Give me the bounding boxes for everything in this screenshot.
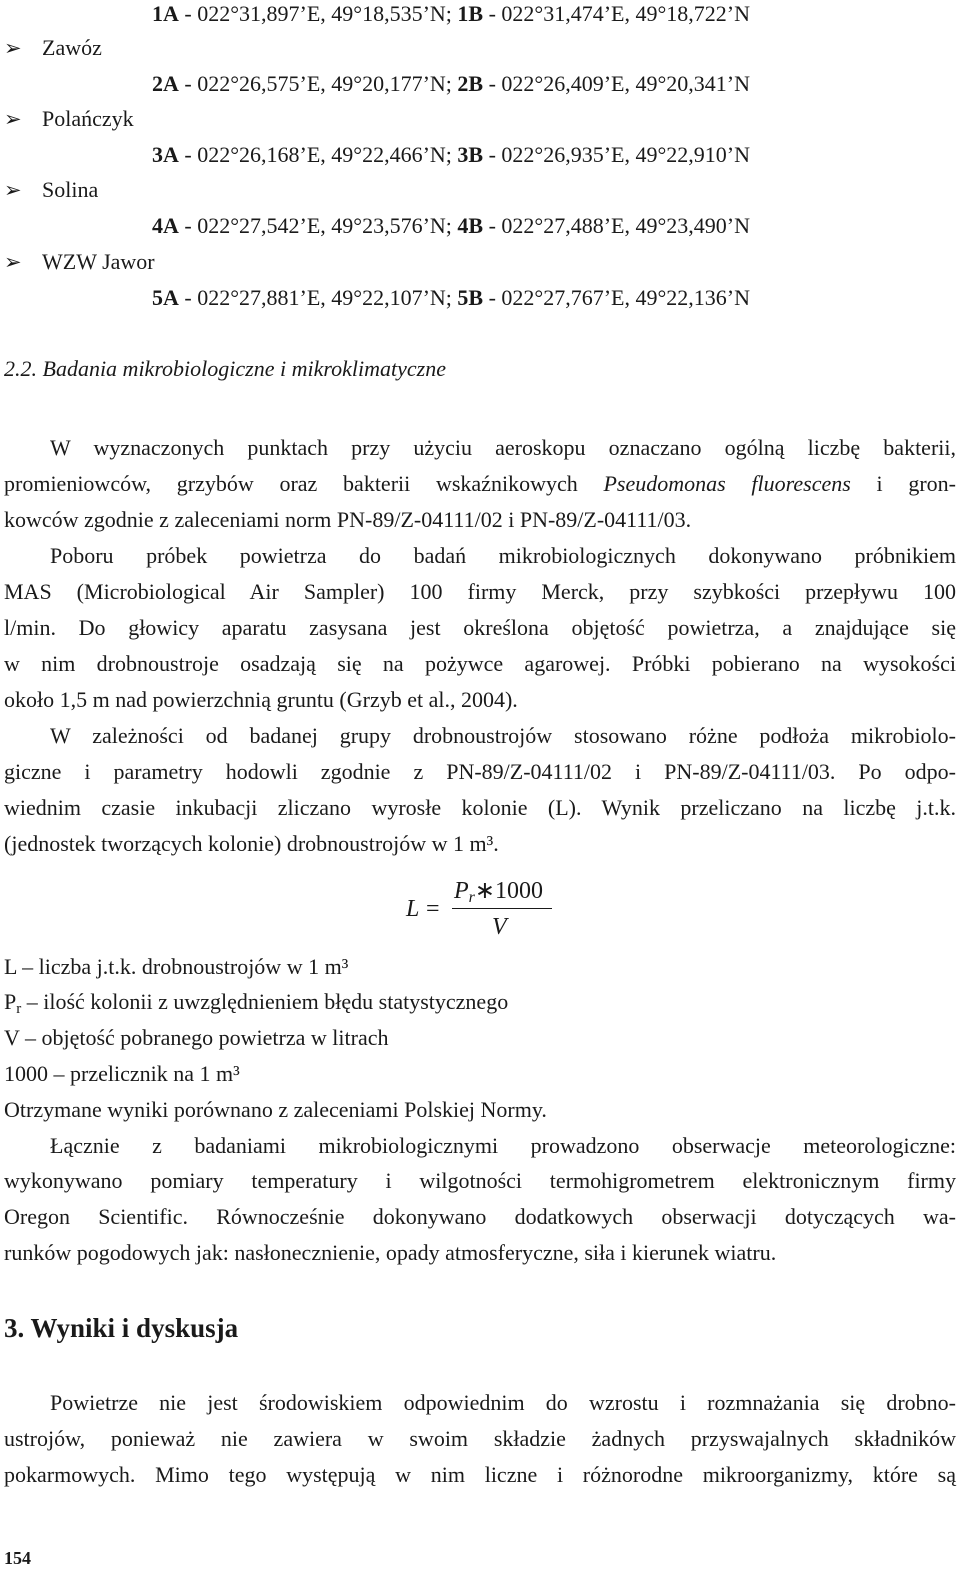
formula-var: P: [454, 878, 469, 904]
formula-numerator: [454, 876, 543, 907]
coord-value: - 022°31,474’E, 49°18,722’N: [483, 1, 750, 26]
formula-factor: ∗1000: [474, 878, 544, 904]
paragraph-line: pokarmowych. Mimo tego występują w nim liczne i różnorodne mikroorganizmy, które są: [4, 1462, 956, 1487]
paragraph-line: Łącznie z badaniami mikrobiologicznymi prowadzono obserwacje meteorologiczne:: [50, 1133, 956, 1158]
formula-denominator: V: [492, 914, 507, 940]
paragraph-line: (jednostek tworzących kolonie) drobnoustrojów w 1 m³.: [4, 831, 499, 856]
species-name: Pseudomonas fluorescens: [603, 471, 851, 496]
coords-line-5: [152, 284, 750, 312]
paragraph-line: Otrzymane wyniki porównano z zaleceniami Polskiej Normy.: [4, 1097, 547, 1122]
coord-label: 2A: [152, 71, 179, 96]
coord-label: 5A: [152, 285, 179, 310]
coords-line-2: [152, 70, 750, 98]
coord-value: - 022°27,881’E, 49°22,107’N;: [178, 285, 458, 310]
text-span: i gron-: [850, 471, 956, 496]
paragraph-line: Powietrze nie jest środowiskiem odpowiednim do wzrostu i rozmnażania się drobno-: [50, 1390, 956, 1415]
coord-label: 3A: [152, 142, 179, 167]
legend-text: – ilość kolonii z uwzględnieniem błędu statystycznego: [21, 989, 509, 1014]
paragraph-line: kowców zgodnie z zaleceniami norm PN-89/Z-04111/02 i PN-89/Z-04111/03.: [4, 507, 692, 532]
formula-equals: =: [426, 896, 440, 922]
site-name: Polańczyk: [42, 106, 134, 131]
paragraph-line: [4, 470, 956, 498]
legend-line-1000: 1000 – przelicznik na 1 m³: [4, 1061, 240, 1086]
site-item-solina: [4, 176, 98, 204]
page-number: 154: [4, 1548, 31, 1568]
legend-line-pr: [4, 988, 508, 1023]
legend-subscript: r: [16, 1001, 22, 1017]
text-span: promieniowców, grzybów oraz bakterii wskaźnikowych: [4, 471, 604, 496]
coords-line-1: [152, 0, 750, 28]
site-item-polanczyk: [4, 105, 134, 133]
coord-value: - 022°26,935’E, 49°22,910’N: [483, 142, 750, 167]
coord-label: 5B: [457, 285, 484, 310]
formula-subscript: r: [468, 889, 475, 906]
paragraph-line: w nim drobnoustroje osadzają się na pożywce agarowej. Próbki pobierano na wysokości: [4, 651, 956, 676]
coord-value: - 022°26,409’E, 49°20,341’N: [483, 71, 750, 96]
paragraph-line: W zależności od badanej grupy drobnoustrojów stosowano różne podłoża mikrobiolo-: [50, 723, 956, 748]
section-heading-3: 3. Wyniki i dyskusja: [4, 1313, 239, 1343]
site-name: Solina: [42, 177, 99, 202]
arrowhead-bullet-icon: ➢: [4, 178, 22, 202]
coord-label: 4B: [457, 213, 484, 238]
coord-value: - 022°31,897’E, 49°18,535’N;: [178, 1, 458, 26]
paragraph-line: Oregon Scientific. Równocześnie dokonywano dodatkowych obserwacji dotyczących wa-: [4, 1204, 956, 1229]
coord-value: - 022°27,488’E, 49°23,490’N: [483, 213, 750, 238]
paragraph-line: wiednim czasie inkubacji zliczano wyrosłe kolonie (L). Wynik przeliczano na liczbę j.t.k.: [4, 795, 956, 820]
paragraph-line: l/min. Do głowicy aparatu zasysana jest określona objętość powietrza, a znajdujące się: [4, 615, 956, 640]
section-heading-2-2: [4, 355, 446, 383]
paragraph-line: runków pogodowych jak: nasłonecznienie, opady atmosferyczne, siła i kierunek wiatru.: [4, 1240, 777, 1265]
site-item-zawoz: [4, 34, 102, 62]
coord-label: 1A: [152, 1, 179, 26]
paragraph-line: ustrojów, ponieważ nie zawiera w swoim składzie żadnych przyswajalnych składników: [4, 1426, 956, 1451]
site-name: WZW Jawor: [42, 249, 155, 274]
coord-label: 1B: [457, 1, 484, 26]
coord-label: 4A: [152, 213, 179, 238]
fraction-bar: [452, 908, 552, 909]
paragraph-line: W wyznaczonych punktach przy użyciu aeroskopu oznaczano ogólną liczbę bakterii,: [50, 435, 956, 460]
paragraph-line: około 1,5 m nad powierzchnią gruntu (Grzyb et al., 2004).: [4, 687, 518, 712]
colony-count-formula: [406, 872, 566, 942]
paragraph-line: wykonywano pomiary temperatury i wilgotności termohigrometrem elektronicznym firmy: [4, 1168, 956, 1193]
formula-lhs: L: [406, 896, 420, 922]
section-title: Badania mikrobiologiczne i mikroklimatyczne: [37, 356, 446, 381]
coord-label: 3B: [457, 142, 484, 167]
arrowhead-bullet-icon: ➢: [4, 36, 22, 60]
coords-line-4: [152, 212, 750, 240]
site-name: Zawóz: [42, 35, 102, 60]
coord-value: - 022°26,168’E, 49°22,466’N;: [178, 142, 458, 167]
coord-value: - 022°27,542’E, 49°23,576’N;: [178, 213, 458, 238]
site-item-wzw-jawor: [4, 248, 155, 276]
legend-line-l: L – liczba j.t.k. drobnoustrojów w 1 m³: [4, 954, 349, 979]
legend-var: P: [4, 989, 17, 1014]
legend-line-v: V – objętość pobranego powietrza w litrach: [4, 1025, 389, 1050]
section-number: 2.2.: [4, 356, 37, 381]
paragraph-line: MAS (Microbiological Air Sampler) 100 firmy Merck, przy szybkości przepływu 100: [4, 579, 956, 604]
arrowhead-bullet-icon: ➢: [4, 107, 22, 131]
paragraph-line: Poboru próbek powietrza do badań mikrobiologicznych dokonywano próbnikiem: [50, 543, 956, 568]
paragraph-line: giczne i parametry hodowli zgodnie z PN-89/Z-04111/02 i PN-89/Z-04111/03. Po odpo-: [4, 759, 956, 784]
coords-line-3: [152, 141, 750, 169]
coord-label: 2B: [457, 71, 484, 96]
coord-value: - 022°26,575’E, 49°20,177’N;: [178, 71, 458, 96]
arrowhead-bullet-icon: ➢: [4, 250, 22, 274]
coord-value: - 022°27,767’E, 49°22,136’N: [483, 285, 750, 310]
